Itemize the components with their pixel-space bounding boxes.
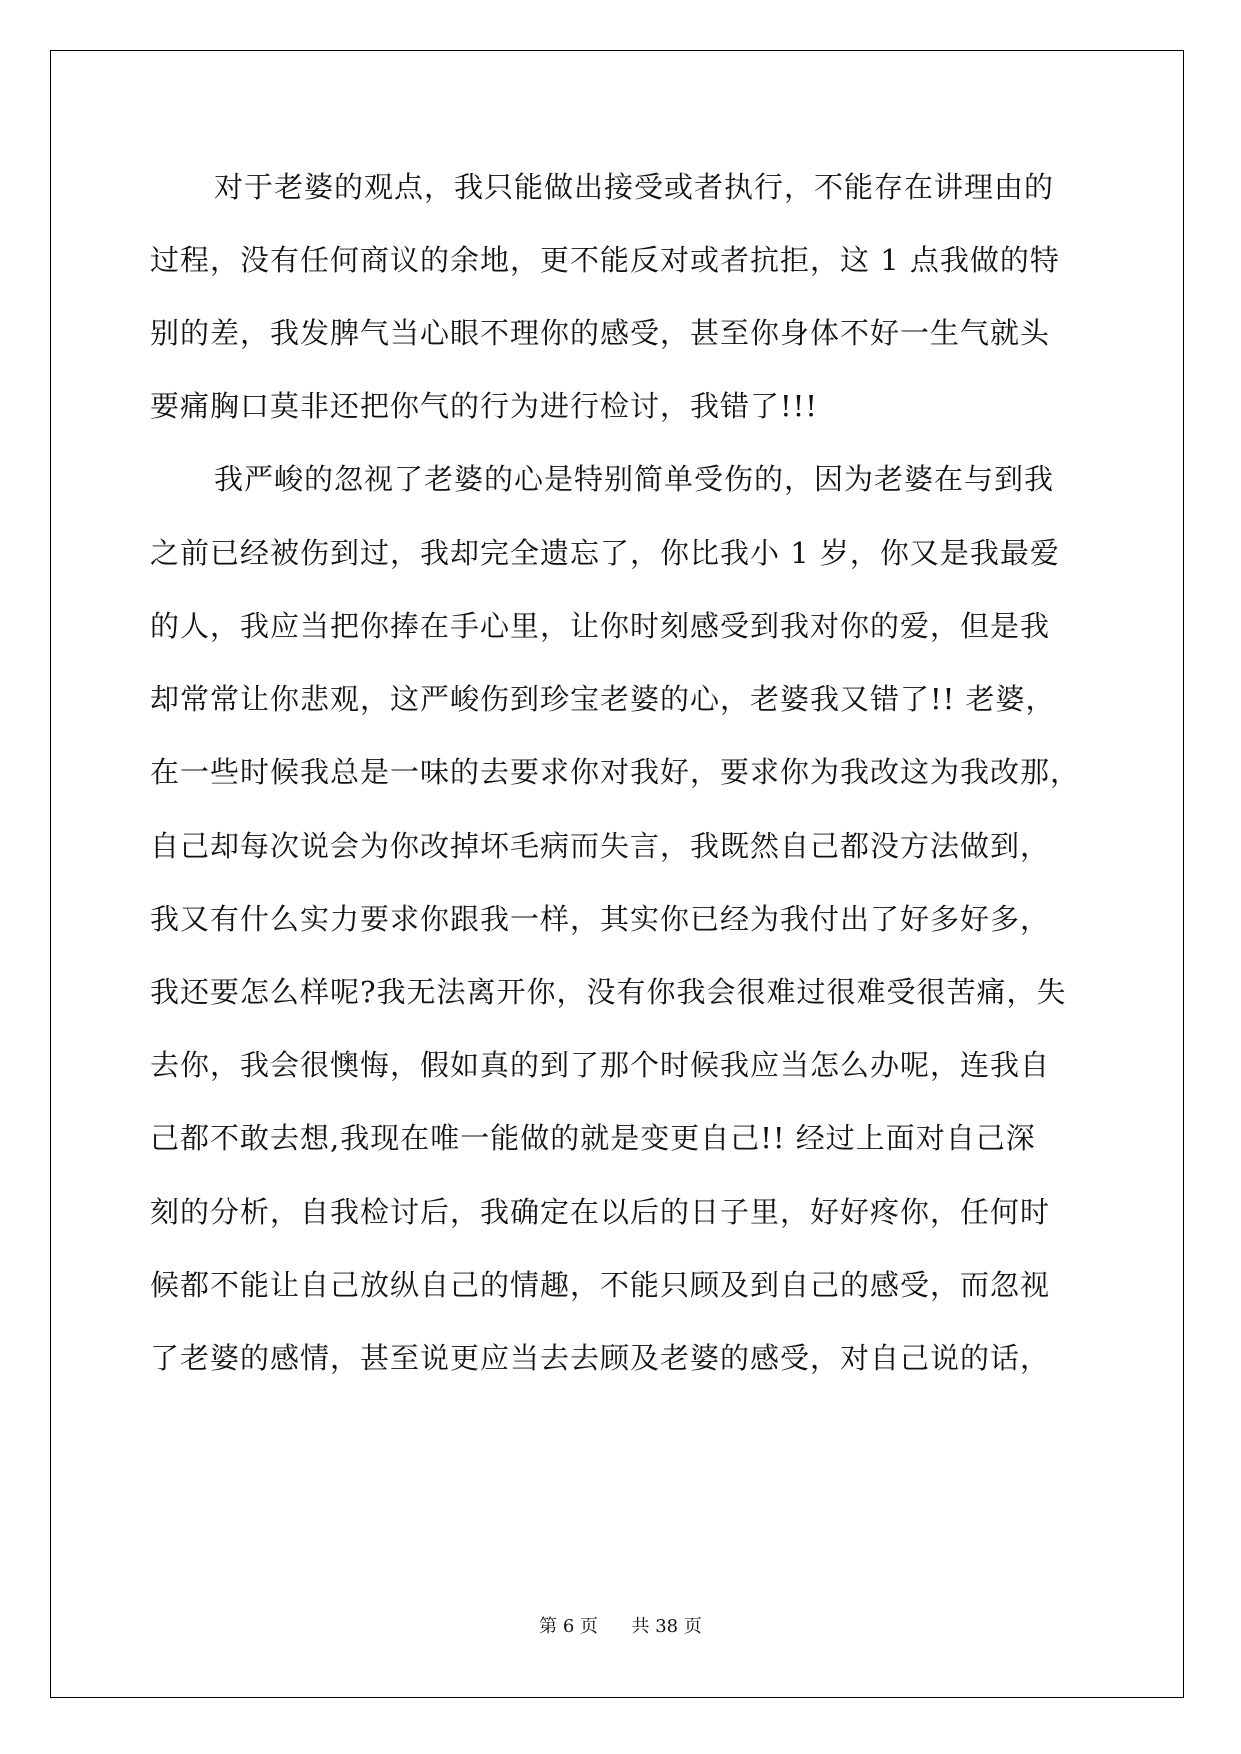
text-line: 我又有什么实力要求你跟我一样，其实你已经为我付出了好多好多， xyxy=(150,902,1051,936)
text-line: 在一些时候我总是一味的去要求你对我好，要求你为我改这为我改那， xyxy=(150,755,1081,789)
text-line: 却常常让你悲观，这严峻伤到珍宝老婆的心，老婆我又错了!! 老婆， xyxy=(150,682,1056,716)
text-line: 对于老婆的观点，我只能做出接受或者执行，不能存在讲理由的 xyxy=(214,170,1055,204)
text-line: 了老婆的感情，甚至说更应当去去顾及老婆的感受，对自己说的话， xyxy=(150,1341,1051,1375)
text-line: 要痛胸口莫非还把你气的行为进行检讨，我错了!!! xyxy=(150,389,818,423)
text-line: 我严峻的忽视了老婆的心是特别简单受伤的，因为老婆在与到我 xyxy=(214,462,1055,496)
text-line: 刻的分析，自我检讨后，我确定在以后的日子里，好好疼你，任何时 xyxy=(150,1195,1051,1229)
text-line: 候都不能让自己放纵自己的情趣，不能只顾及到自己的感受，而忽视 xyxy=(150,1268,1051,1302)
page-total: 共 38 页 xyxy=(631,1616,702,1637)
text-line: 别的差，我发脾气当心眼不理你的感受，甚至你身体不好一生气就头 xyxy=(150,316,1051,350)
text-line: 己都不敢去想,我现在唯一能做的就是变更自己!! 经过上面对自己深 xyxy=(150,1121,1036,1155)
text-line: 之前已经被伤到过，我却完全遗忘了，你比我小 1 岁，你又是我最爱 xyxy=(150,536,1060,570)
text-line: 过程，没有任何商议的余地，更不能反对或者抗拒，这 1 点我做的特 xyxy=(150,243,1060,277)
text-line: 去你，我会很懊悔，假如真的到了那个时候我应当怎么办呢，连我自 xyxy=(150,1048,1051,1082)
text-line: 的人，我应当把你捧在手心里，让你时刻感受到我对你的爱，但是我 xyxy=(150,609,1051,643)
page-footer xyxy=(0,1612,1241,1638)
text-line: 我还要怎么样呢?我无法离开你，没有你我会很难过很难受很苦痛，失 xyxy=(150,975,1067,1009)
page-number: 第 6 页 xyxy=(539,1616,599,1637)
text-line: 自己却每次说会为你改掉坏毛病而失言，我既然自己都没方法做到， xyxy=(150,829,1051,863)
